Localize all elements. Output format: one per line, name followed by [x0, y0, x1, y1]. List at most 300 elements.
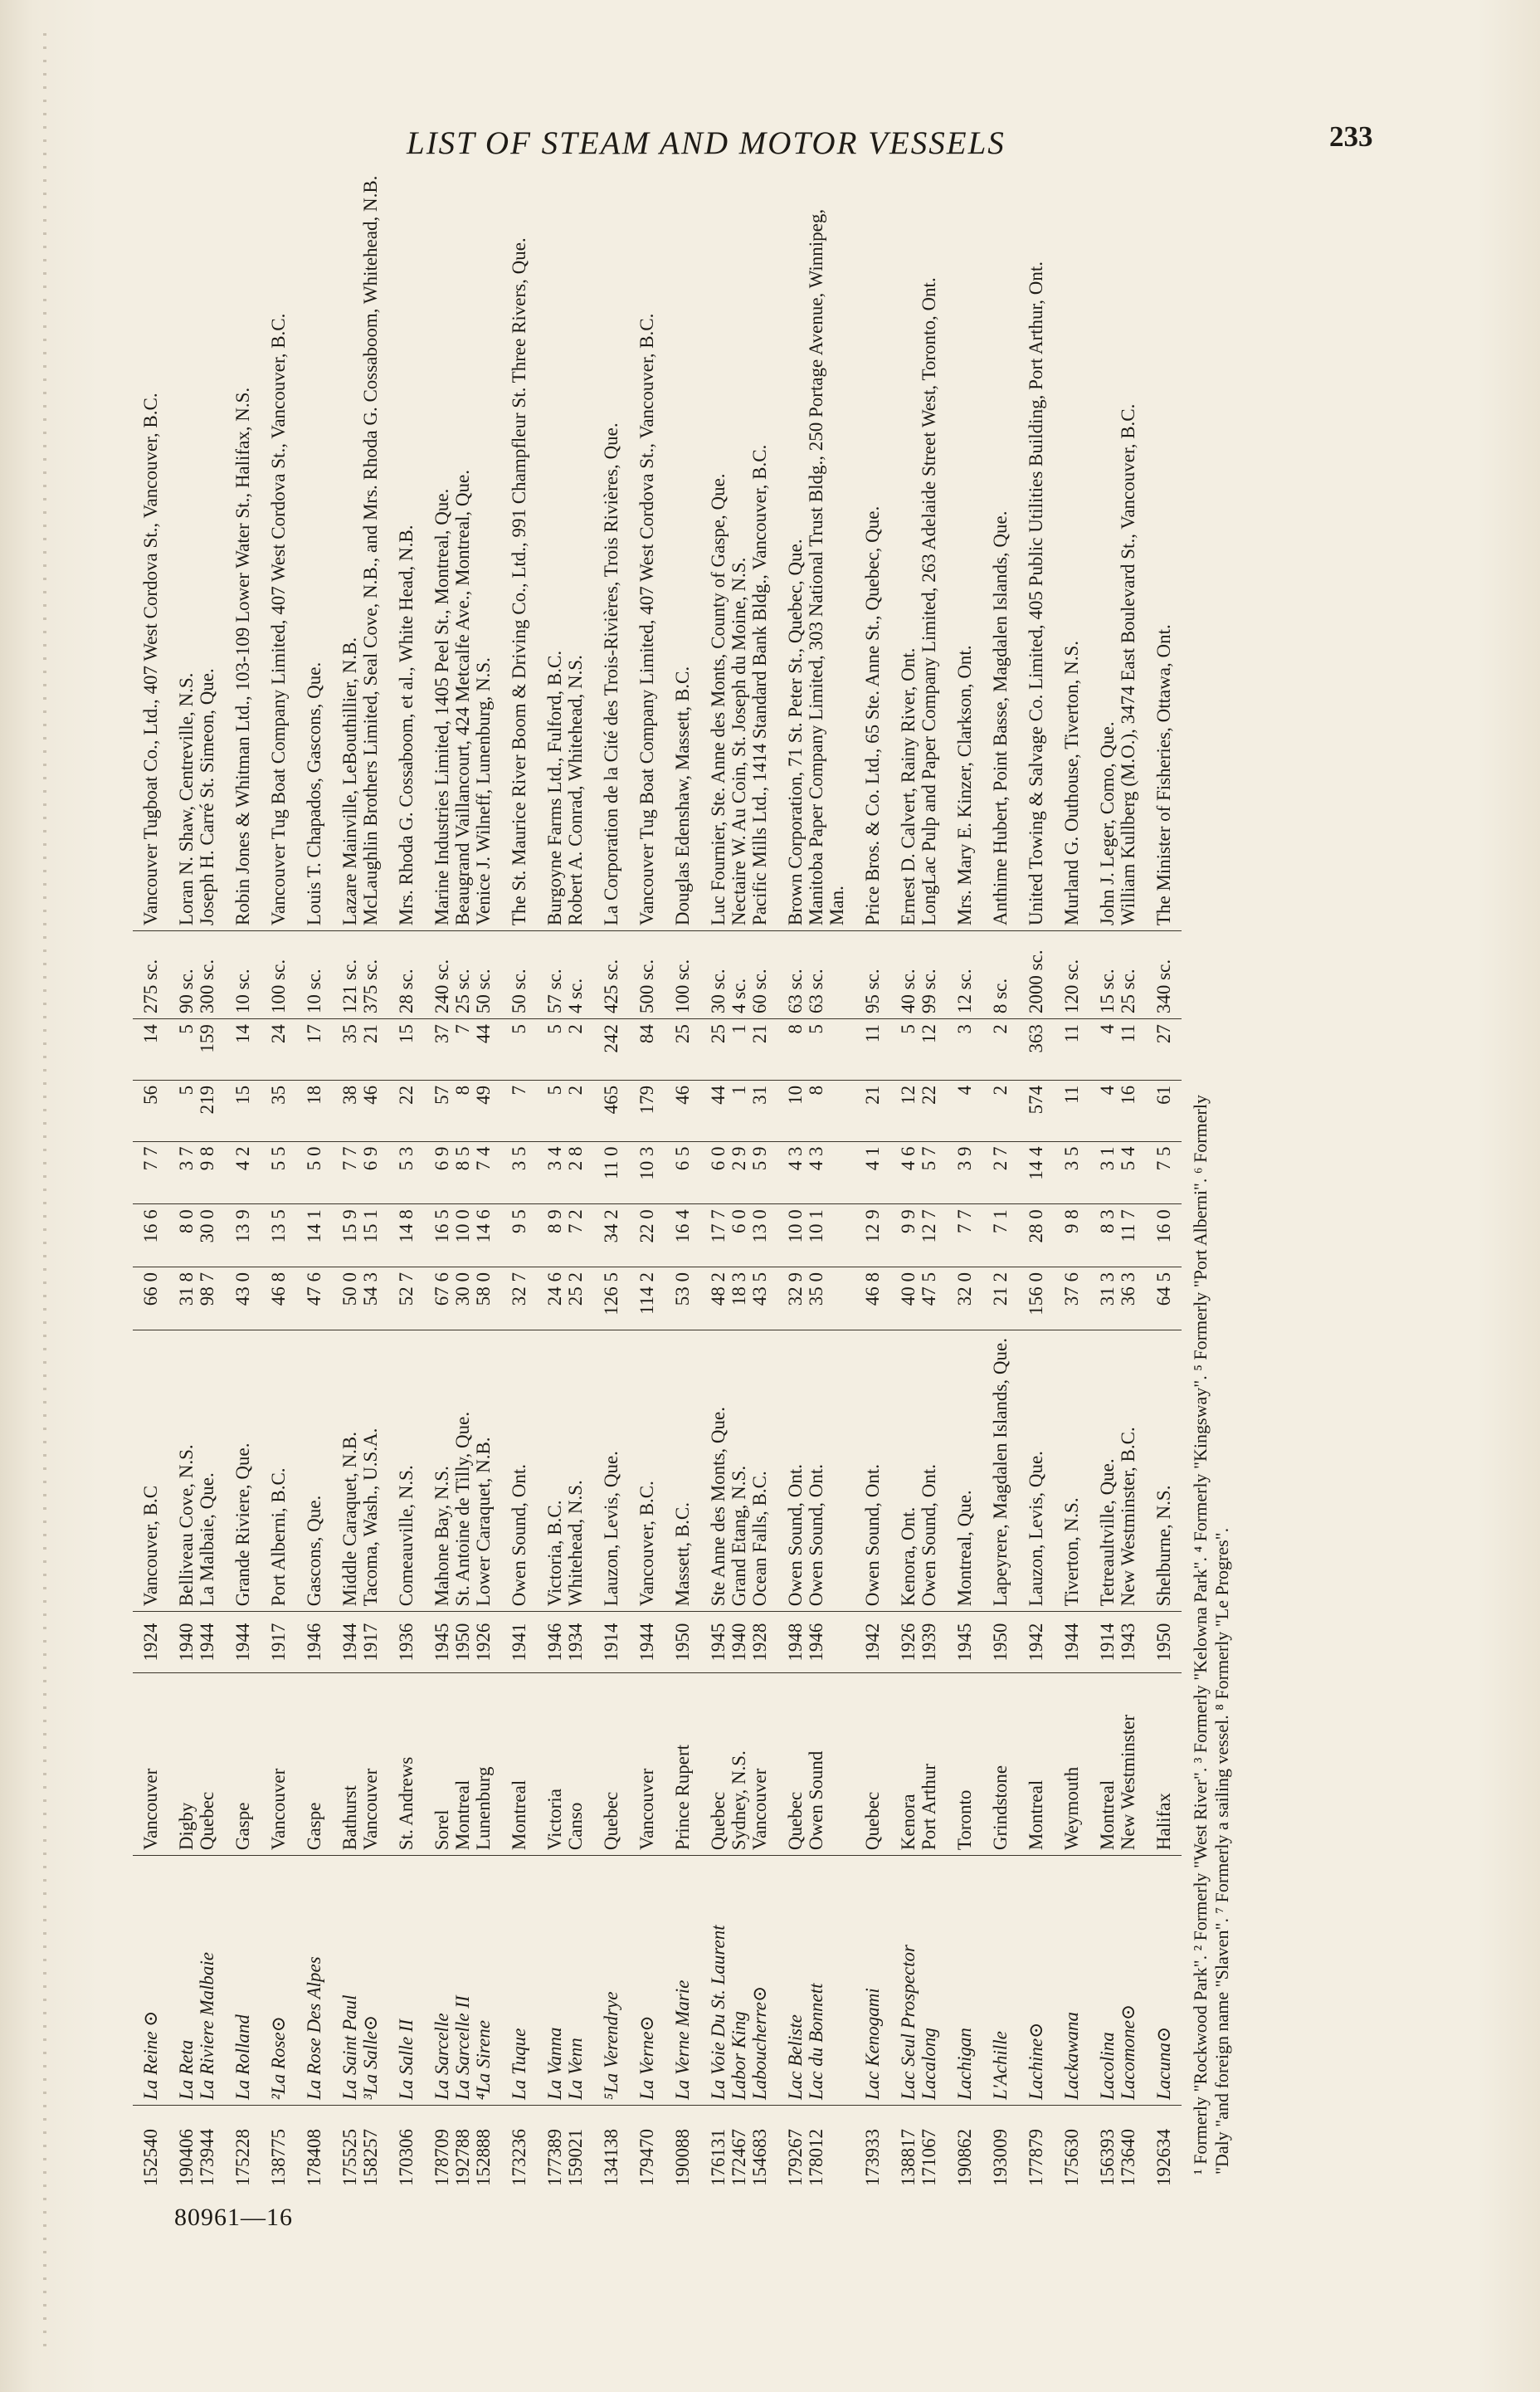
official-number-cell: [777, 2106, 855, 2192]
vessel-name-cell: [388, 1856, 424, 2106]
vessel-name: Labor King: [729, 2011, 749, 2100]
vessel-name: Lac Beliste: [785, 2014, 806, 2100]
port-of-registry: Quebec: [197, 1791, 217, 1851]
place-built-cell: [1146, 1330, 1182, 1611]
port-of-registry-cell: [332, 1672, 388, 1855]
length: 36 3: [1118, 1272, 1138, 1306]
vessel-name: La Vanna: [544, 2027, 565, 2100]
net-tonnage: 8: [785, 1024, 806, 1034]
breadth-cell: [629, 1204, 665, 1267]
net-tonnage: 2: [565, 1024, 586, 1034]
place-built: Lower Caraquet, N.B.: [473, 1437, 494, 1607]
port-of-registry-cell: [777, 1672, 855, 1855]
port-of-registry: Toronto: [954, 1789, 975, 1851]
depth: 10 3: [636, 1146, 657, 1180]
owner-address: John J. Leger, Como, Que.: [1097, 721, 1118, 926]
year-built: 1945: [954, 1623, 975, 1662]
horsepower: 340 sc.: [1153, 959, 1174, 1014]
depth: 4 3: [806, 1146, 826, 1171]
owner-address-cell: [133, 166, 168, 931]
official-number: 178012: [806, 2129, 826, 2186]
official-number-cell: [133, 2106, 168, 2192]
official-number: 178709: [431, 2129, 452, 2186]
breadth-cell: [855, 1204, 890, 1267]
official-number: 193009: [990, 2129, 1011, 2186]
net-tonnage-cell: [296, 1019, 332, 1081]
length-cell: [665, 1267, 700, 1330]
length: 98 7: [197, 1272, 217, 1306]
net-tonnage: 5: [509, 1024, 529, 1034]
vessel-name-cell: [665, 1856, 700, 2106]
horsepower-cell: [593, 931, 629, 1019]
horsepower-cell: [225, 931, 261, 1019]
length-cell: [537, 1267, 593, 1330]
place-built: Owen Sound, Ont.: [785, 1463, 806, 1607]
place-built-cell: [982, 1330, 1018, 1611]
breadth-cell: [947, 1204, 982, 1267]
place-built: Tetreaultville, Que.: [1097, 1458, 1118, 1607]
length-cell: [1146, 1267, 1182, 1330]
official-number-cell: [629, 2106, 665, 2192]
owner-address: Pacific Mills Ltd., 1414 Standard Bank Bldg., Vancouver, B.C.: [749, 444, 770, 926]
year-built-cell: [700, 1612, 777, 1673]
depth: 9 8: [197, 1146, 217, 1171]
gross-tonnage: 46: [360, 1085, 381, 1105]
port-of-registry: Quebec: [785, 1791, 806, 1851]
official-number: 176131: [708, 2129, 729, 2186]
depth: 2 8: [565, 1146, 586, 1171]
net-tonnage: 21: [360, 1024, 381, 1044]
breadth: 17 7: [708, 1209, 729, 1243]
gross-tonnage-cell: [982, 1080, 1018, 1141]
gross-tonnage: 8: [806, 1085, 826, 1096]
owner-address: Anthime Hubert, Point Basse, Magdalen Islands, Que.: [990, 510, 1011, 926]
port-of-registry: Prince Rupert: [672, 1744, 693, 1851]
year-built-cell: [777, 1612, 855, 1673]
depth: 6 9: [360, 1146, 381, 1171]
horsepower-cell: [982, 931, 1018, 1019]
year-built-cell: [629, 1612, 665, 1673]
official-number: 171067: [919, 2129, 939, 2186]
breadth: 8 9: [544, 1209, 565, 1234]
gross-tonnage-cell: [296, 1080, 332, 1141]
length-cell: [629, 1267, 665, 1330]
horsepower: 100 sc.: [672, 959, 693, 1014]
official-number: 177879: [1026, 2129, 1046, 2186]
official-number: 192634: [1153, 2129, 1174, 2186]
owner-address: Nectaire W. Au Coin, St. Joseph du Moine, N.S.: [729, 557, 749, 926]
owner-address: Vancouver Tug Boat Company Limited, 407 West Cordova St., Vancouver, B.C.: [268, 313, 289, 926]
official-number: 138817: [898, 2129, 919, 2186]
net-tonnage-cell: [261, 1019, 296, 1081]
vessel-name: La Voie Du St. Laurent: [708, 1925, 729, 2100]
owner-address: The St. Maurice River Boom & Driving Co., Ltd., 991 Champfleur St. Three Rivers, Que.: [509, 237, 529, 926]
gross-tonnage-cell: [168, 1080, 225, 1141]
owner-address: Vancouver Tug Boat Company Limited, 407 West Cordova St., Vancouver, B.C.: [636, 313, 657, 926]
owner-address-cell: [700, 166, 777, 931]
gross-tonnage: 465: [601, 1085, 621, 1115]
net-tonnage: 5: [898, 1024, 919, 1034]
depth-cell: [261, 1141, 296, 1204]
depth: 5 5: [268, 1146, 289, 1171]
vessel-name-cell: [947, 1856, 982, 2106]
depth: 5 7: [919, 1146, 939, 1171]
vessel-name-cell: [332, 1856, 388, 2106]
vessel-name: ⁴La Sirene: [473, 2020, 494, 2100]
year-built-cell: [225, 1612, 261, 1673]
breadth: 12 9: [862, 1209, 883, 1243]
horsepower: 120 sc.: [1061, 959, 1082, 1014]
port-of-registry-cell: [261, 1672, 296, 1855]
table-row: [629, 166, 665, 2191]
breadth: 6 0: [729, 1209, 749, 1234]
year-built: 1950: [452, 1623, 473, 1662]
breadth: 8 0: [176, 1209, 197, 1234]
breadth-cell: [1146, 1204, 1182, 1267]
port-of-registry: Vancouver: [749, 1768, 770, 1851]
breadth-cell: [296, 1204, 332, 1267]
table-row: [388, 166, 424, 2191]
official-number-cell: [890, 2106, 947, 2192]
breadth: 7 2: [565, 1209, 586, 1234]
place-built: Middle Caraquet, N.B.: [339, 1432, 360, 1607]
port-of-registry-cell: [947, 1672, 982, 1855]
place-built: St. Antoine de Tilly, Que.: [452, 1411, 473, 1607]
vessel-name-cell: [700, 1856, 777, 2106]
net-tonnage-cell: [1054, 1019, 1089, 1081]
gross-tonnage: 15: [232, 1085, 253, 1105]
place-built: Tacoma, Wash., U.S.A.: [360, 1428, 381, 1607]
place-built-cell: [629, 1330, 665, 1611]
depth: 3 5: [1061, 1146, 1082, 1171]
length: 64 5: [1153, 1272, 1174, 1306]
table-row: [665, 166, 700, 2191]
official-number-cell: [855, 2106, 890, 2192]
owner-address: Vancouver Tugboat Co., Ltd., 407 West Cordova St., Vancouver, B.C.: [140, 393, 161, 926]
port-of-registry-cell: [225, 1672, 261, 1855]
length: 126 5: [601, 1272, 621, 1316]
year-built-cell: [332, 1612, 388, 1673]
vessel-name: Lackawana: [1061, 2011, 1082, 2100]
gross-tonnage: 44: [708, 1085, 729, 1105]
place-built: Vancouver, B.C.: [636, 1481, 657, 1607]
port-of-registry: Lunenburg: [473, 1766, 494, 1851]
breadth: 15 1: [360, 1209, 381, 1243]
horsepower-cell: [168, 931, 225, 1019]
official-number: 170306: [396, 2129, 417, 2186]
port-of-registry: Quebec: [708, 1791, 729, 1851]
horsepower-cell: [947, 931, 982, 1019]
owner-address: Murland G. Outhouse, Tiverton, N.S.: [1061, 640, 1082, 926]
breadth: 9 8: [1061, 1209, 1082, 1234]
place-built: Massett, B.C.: [672, 1501, 693, 1607]
net-tonnage-cell: [225, 1019, 261, 1081]
port-of-registry: Vancouver: [268, 1768, 289, 1851]
horsepower: 4 sc.: [729, 978, 749, 1014]
vessel-name: La Sarcelle II: [452, 1995, 473, 2100]
place-built: New Westminster, B.C.: [1118, 1427, 1138, 1607]
official-number-cell: [168, 2106, 225, 2192]
gross-tonnage-cell: [261, 1080, 296, 1141]
table-row: [593, 166, 629, 2191]
year-built: 1946: [544, 1623, 565, 1662]
place-built-cell: [537, 1330, 593, 1611]
port-of-registry-cell: [890, 1672, 947, 1855]
official-number-cell: [296, 2106, 332, 2192]
gross-tonnage-cell: [665, 1080, 700, 1141]
port-of-registry-cell: [1018, 1672, 1054, 1855]
length: 37 6: [1061, 1272, 1082, 1306]
table-row: [332, 166, 388, 2191]
net-tonnage-cell: [777, 1019, 855, 1081]
year-built: 1914: [601, 1623, 621, 1662]
gross-tonnage: 22: [396, 1085, 417, 1105]
horsepower: 28 sc.: [396, 969, 417, 1014]
owner-address-cell: [890, 166, 947, 931]
length: 47 5: [919, 1272, 939, 1306]
year-built: 1914: [1097, 1623, 1118, 1662]
place-built: Ste Anne des Monts, Que.: [708, 1406, 729, 1607]
length-cell: [296, 1267, 332, 1330]
horsepower: 425 sc.: [601, 959, 621, 1014]
owner-address: United Towing & Salvage Co. Limited, 405 Public Utilities Building, Port Arthur, Ont.: [1026, 261, 1046, 926]
net-tonnage-cell: [665, 1019, 700, 1081]
net-tonnage: 24: [268, 1024, 289, 1044]
place-built: Kenora, Ont.: [898, 1506, 919, 1607]
vessel-name: La Saint Paul: [339, 1994, 360, 2100]
owner-address-cell: [168, 166, 225, 931]
vessel-name: La Verne⊙: [636, 2015, 657, 2100]
gross-tonnage: 1: [729, 1085, 749, 1096]
horsepower: 99 sc.: [919, 969, 939, 1014]
net-tonnage: 5: [806, 1024, 826, 1034]
port-of-registry-cell: [1054, 1672, 1089, 1855]
net-tonnage-cell: [1089, 1019, 1146, 1081]
port-of-registry-cell: [665, 1672, 700, 1855]
year-built-cell: [1146, 1612, 1182, 1673]
net-tonnage-cell: [629, 1019, 665, 1081]
net-tonnage: 12: [919, 1024, 939, 1044]
year-built-cell: [1089, 1612, 1146, 1673]
port-of-registry: Gaspe: [232, 1802, 253, 1851]
year-built: 1945: [708, 1623, 729, 1662]
net-tonnage: 14: [232, 1024, 253, 1044]
horsepower: 25 sc.: [1118, 969, 1138, 1014]
year-built: 1928: [749, 1623, 770, 1662]
official-number-cell: [261, 2106, 296, 2192]
horsepower-cell: [855, 931, 890, 1019]
breadth: 11 7: [1118, 1209, 1138, 1242]
breadth-cell: [501, 1204, 537, 1267]
net-tonnage: 84: [636, 1024, 657, 1044]
place-built: Port Alberni, B.C.: [268, 1467, 289, 1607]
vessel-table: [133, 166, 1182, 2191]
port-of-registry-cell: [388, 1672, 424, 1855]
horsepower: 12 sc.: [954, 969, 975, 1014]
breadth: 7 1: [990, 1209, 1011, 1234]
owner-address-cell: [501, 166, 537, 931]
gross-tonnage: 46: [672, 1085, 693, 1105]
vessel-name: La Sarcelle: [431, 2013, 452, 2100]
length-cell: [1018, 1267, 1054, 1330]
gross-tonnage: 22: [919, 1085, 939, 1105]
net-tonnage-cell: [332, 1019, 388, 1081]
length: 50 0: [339, 1272, 360, 1306]
length: 46 8: [862, 1272, 883, 1306]
year-built-cell: [133, 1612, 168, 1673]
year-built-cell: [424, 1612, 501, 1673]
vessel-name-cell: [1018, 1856, 1054, 2106]
gross-tonnage-cell: [133, 1080, 168, 1141]
gross-tonnage: 2: [990, 1085, 1011, 1096]
year-built-cell: [537, 1612, 593, 1673]
depth: 4 1: [862, 1146, 883, 1171]
table-row: [261, 166, 296, 2191]
place-built: Ocean Falls, B.C.: [749, 1471, 770, 1607]
table-row: [855, 166, 890, 2191]
depth-cell: [388, 1141, 424, 1204]
year-built: 1948: [785, 1623, 806, 1662]
net-tonnage: 5: [544, 1024, 565, 1034]
place-built-cell: [777, 1330, 855, 1611]
length: 54 3: [360, 1272, 381, 1306]
vessel-name-cell: [501, 1856, 537, 2106]
breadth: 15 9: [339, 1209, 360, 1243]
gross-tonnage-cell: [700, 1080, 777, 1141]
owner-address-cell: [1089, 166, 1146, 931]
port-of-registry: Port Arthur: [919, 1763, 939, 1851]
owner-address-cell: [947, 166, 982, 931]
gross-tonnage-cell: [537, 1080, 593, 1141]
year-built: 1950: [672, 1623, 693, 1662]
official-number: 190406: [176, 2129, 197, 2186]
port-of-registry: Vancouver: [140, 1768, 161, 1851]
year-built: 1917: [268, 1623, 289, 1662]
horsepower: 50 sc.: [509, 969, 529, 1014]
length: 21 2: [990, 1272, 1011, 1306]
port-of-registry: Vancouver: [360, 1768, 381, 1851]
length: 32 0: [954, 1272, 975, 1306]
net-tonnage-cell: [537, 1019, 593, 1081]
official-number-cell: [665, 2106, 700, 2192]
vessel-name-cell: [777, 1856, 855, 2106]
depth: 3 5: [509, 1146, 529, 1171]
official-number-cell: [332, 2106, 388, 2192]
horsepower: 8 sc.: [990, 978, 1011, 1014]
length: 40 0: [898, 1272, 919, 1306]
table-row: [700, 166, 777, 2191]
owner-address: Marine Industries Limited, 1405 Peel St., Montreal, Que.: [431, 488, 452, 926]
port-of-registry: Weymouth: [1061, 1766, 1082, 1851]
year-built-cell: [593, 1612, 629, 1673]
official-number: 175630: [1061, 2129, 1082, 2186]
breadth: 8 3: [1097, 1209, 1118, 1234]
net-tonnage: 2: [990, 1024, 1011, 1034]
breadth: 30 0: [197, 1209, 217, 1243]
table-row: [501, 166, 537, 2191]
net-tonnage: 44: [473, 1024, 494, 1044]
gross-tonnage-cell: [1089, 1080, 1146, 1141]
owner-address-cell: [1146, 166, 1182, 931]
horsepower-cell: [501, 931, 537, 1019]
table-row: [168, 166, 225, 2191]
breadth: 7 7: [954, 1209, 975, 1234]
net-tonnage-cell: [947, 1019, 982, 1081]
depth-cell: [947, 1141, 982, 1204]
vessel-name-cell: [296, 1856, 332, 2106]
gross-tonnage: 31: [749, 1085, 770, 1105]
horsepower: 63 sc.: [785, 969, 806, 1014]
place-built: Lauzon, Levis, Que.: [601, 1451, 621, 1607]
year-built-cell: [890, 1612, 947, 1673]
vessel-name: Lac du Bonnett: [806, 1983, 826, 2100]
depth-cell: [700, 1141, 777, 1204]
depth: 3 1: [1097, 1146, 1118, 1171]
place-built-cell: [665, 1330, 700, 1611]
breadth-cell: [424, 1204, 501, 1267]
official-number: 158257: [360, 2129, 381, 2186]
place-built-cell: [261, 1330, 296, 1611]
owner-address: Burgoyne Farms Ltd., Fulford, B.C.: [544, 650, 565, 926]
owner-address-cell: [665, 166, 700, 931]
port-of-registry-cell: [168, 1672, 225, 1855]
gross-tonnage-cell: [855, 1080, 890, 1141]
year-built: 1941: [509, 1623, 529, 1662]
gross-tonnage-cell: [1018, 1080, 1054, 1141]
gross-tonnage-cell: [388, 1080, 424, 1141]
page-number: 233: [1329, 120, 1373, 153]
vessel-name: La Tuque: [509, 2028, 529, 2100]
breadth: 13 0: [749, 1209, 770, 1243]
port-of-registry-cell: [133, 1672, 168, 1855]
place-built: Owen Sound, Ont.: [509, 1463, 529, 1607]
length-cell: [168, 1267, 225, 1330]
depth-cell: [501, 1141, 537, 1204]
vessel-name-cell: [537, 1856, 593, 2106]
net-tonnage-cell: [700, 1019, 777, 1081]
vessel-name: ³La Salle⊙: [360, 2014, 381, 2100]
horsepower-cell: [1146, 931, 1182, 1019]
official-number-cell: [1054, 2106, 1089, 2192]
place-built-cell: [700, 1330, 777, 1611]
vessel-name: Laboucherre⊙: [749, 1985, 770, 2100]
official-number: 192788: [452, 2129, 473, 2186]
port-of-registry: Quebec: [601, 1791, 621, 1851]
place-built: Montreal, Que.: [954, 1490, 975, 1607]
place-built-cell: [890, 1330, 947, 1611]
breadth: 12 7: [919, 1209, 939, 1243]
owner-address: Joseph H. Carré St. Simeon, Que.: [197, 668, 217, 926]
horsepower: 10 sc.: [304, 969, 324, 1014]
length: 43 5: [749, 1272, 770, 1306]
owner-address-cell: [593, 166, 629, 931]
official-number: 138775: [268, 2129, 289, 2186]
breadth-cell: [665, 1204, 700, 1267]
official-number: 173944: [197, 2129, 217, 2186]
net-tonnage-cell: [593, 1019, 629, 1081]
gross-tonnage: 5: [544, 1085, 565, 1096]
owner-address: The Minister of Fisheries, Ottawa, Ont.: [1153, 624, 1174, 926]
year-built: 1944: [232, 1623, 253, 1662]
depth: 5 0: [304, 1146, 324, 1171]
length-cell: [890, 1267, 947, 1330]
horsepower-cell: [133, 931, 168, 1019]
official-number: 156393: [1097, 2129, 1118, 2186]
vessel-name: La Reine ⊙: [140, 2010, 161, 2100]
vessel-name-cell: [1054, 1856, 1089, 2106]
table-row: [1018, 166, 1054, 2191]
horsepower-cell: [424, 931, 501, 1019]
